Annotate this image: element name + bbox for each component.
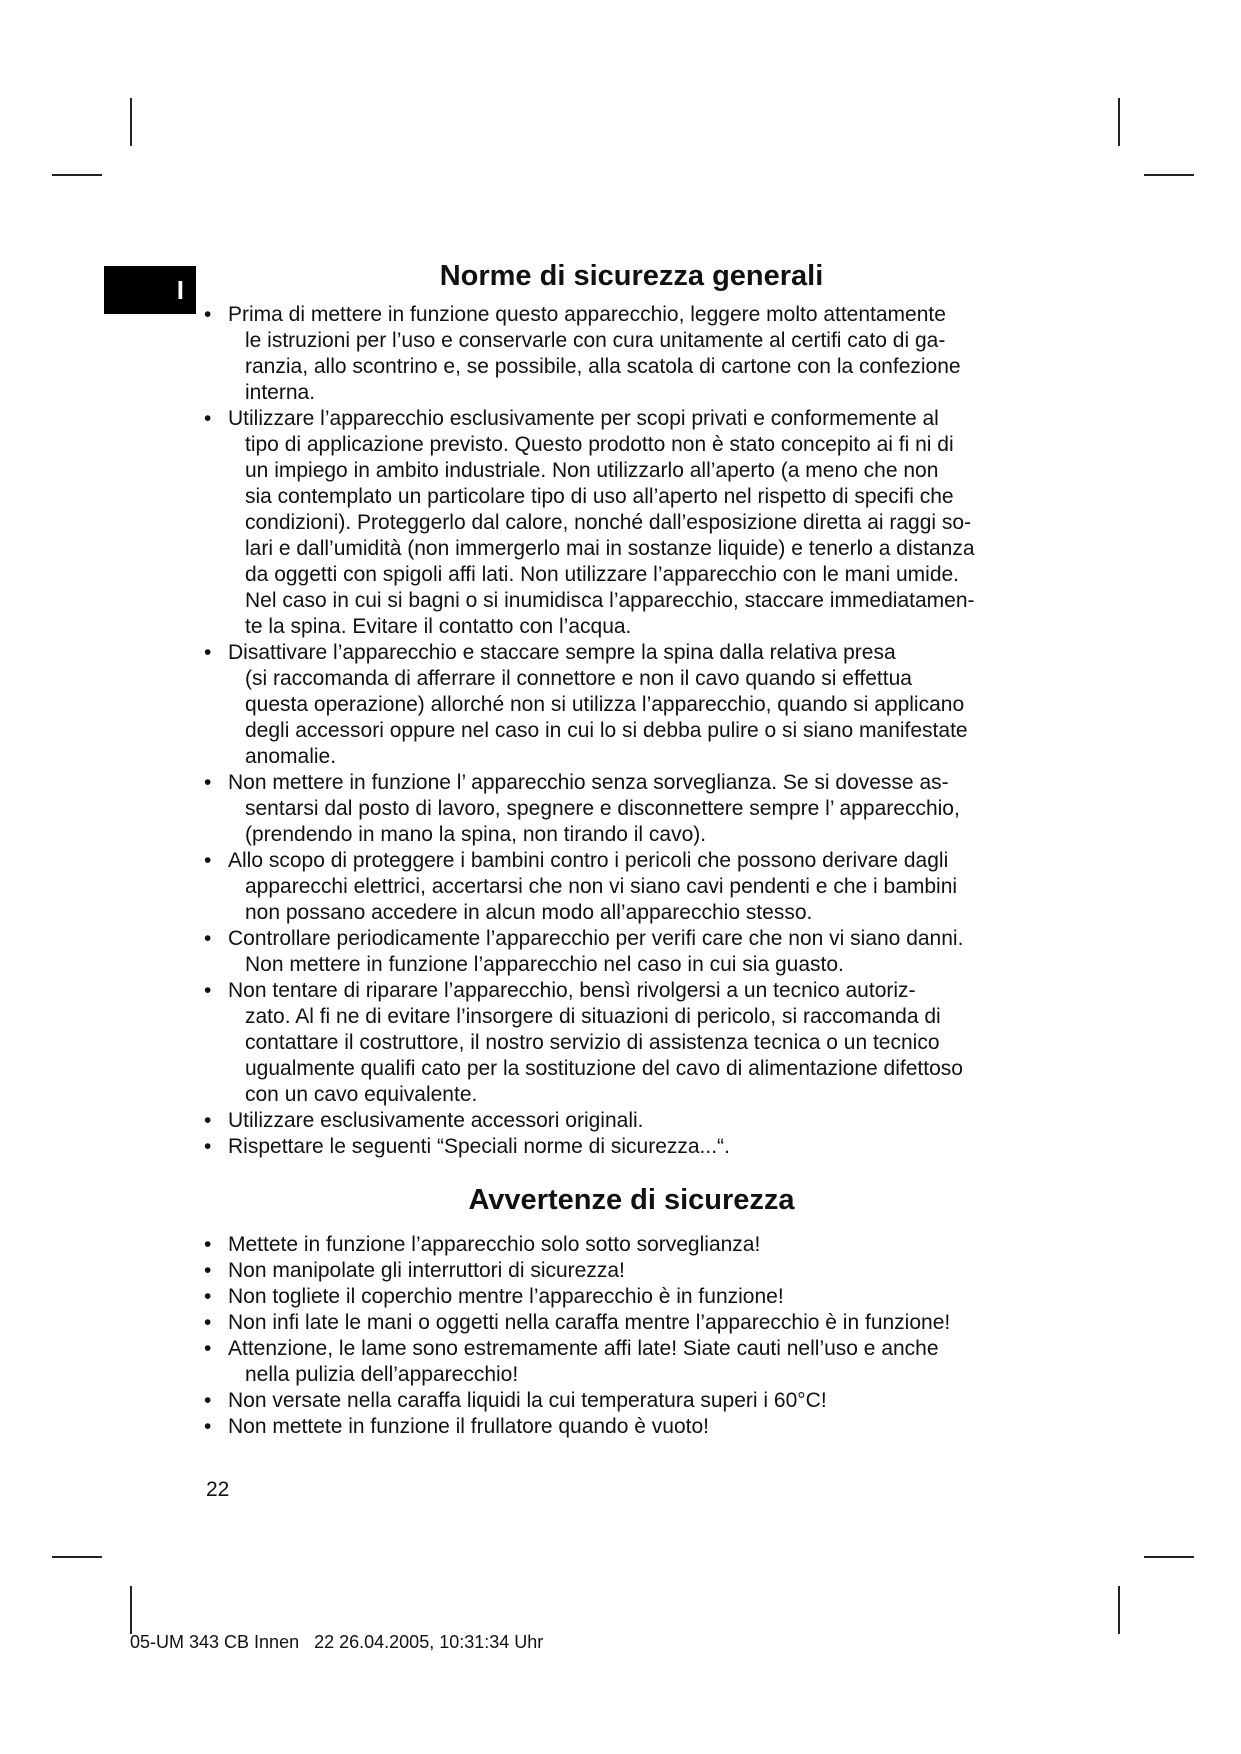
list-item-line: interna. — [245, 381, 316, 404]
list-item-line: Attenzione, le lame sono estremamente affi late! Siate cauti nell’uso e anche — [228, 1337, 939, 1360]
list-item — [204, 1336, 1059, 1388]
list-item-line: questa operazione) allorché non si utilizza l’apparecchio, quando si applicano — [245, 693, 965, 716]
list-item — [204, 1258, 1059, 1284]
list-item-line: Utilizzare l’apparecchio esclusivamente per scopi privati e conformemente al — [228, 407, 939, 430]
bullet-icon: • — [204, 1135, 212, 1158]
general-safety-list — [204, 302, 1059, 1160]
page-content — [204, 258, 1059, 1440]
list-item-line: Non mettete in funzione il frullatore quando è vuoto! — [228, 1415, 709, 1438]
list-item-line: Non manipolate gli interruttori di sicurezza! — [228, 1259, 625, 1282]
list-item-line: zato. Al fi ne di evitare l’insorgere di situazioni di pericolo, si raccomanda di — [245, 1005, 941, 1028]
language-tab: I — [104, 266, 196, 314]
bullet-icon: • — [204, 641, 212, 664]
list-item-line: Allo scopo di proteggere i bambini contro i pericoli che possono derivare dagli — [228, 849, 949, 872]
crop-mark — [52, 174, 102, 176]
list-item-line: Nel caso in cui si bagni o si inumidisca l’apparecchio, staccare immediatamen- — [245, 589, 975, 612]
list-item-line: le istruzioni per l’uso e conservarle con cura unitamente al certifi cato di ga- — [245, 329, 946, 352]
list-item-line: (si raccomanda di afferrare il connettore e non il cavo quando si effettua — [245, 667, 912, 690]
safety-warnings-list — [204, 1232, 1059, 1440]
list-item-line: condizioni). Proteggerlo dal calore, nonché dall’esposizione diretta ai raggi so- — [245, 511, 972, 534]
list-item — [204, 1284, 1059, 1310]
crop-mark — [52, 1556, 102, 1558]
bullet-icon: • — [204, 1415, 212, 1438]
list-item-line: (prendendo in mano la spina, non tirando il cavo). — [245, 823, 707, 846]
list-item-line: da oggetti con spigoli affi lati. Non utilizzare l’apparecchio con le mani umide. — [245, 563, 960, 586]
list-item-line: Non versate nella caraffa liquidi la cui temperatura superi i 60°C! — [228, 1389, 827, 1412]
list-item — [204, 978, 1059, 1108]
bullet-icon: • — [204, 1389, 212, 1412]
list-item-line: degli accessori oppure nel caso in cui lo si debba pulire o si siano manifestate — [245, 719, 968, 742]
list-item-line: ugualmente qualifi cato per la sostituzione del cavo di alimentazione difettoso — [245, 1057, 963, 1080]
list-item — [204, 1134, 1059, 1160]
list-item-line: anomalie. — [245, 745, 337, 768]
list-item-line: Controllare periodicamente l’apparecchio per verifi care che non vi siano danni. — [228, 927, 964, 950]
list-item-line: Mettete in funzione l’apparecchio solo sotto sorveglianza! — [228, 1233, 761, 1256]
crop-mark — [1144, 1556, 1194, 1558]
section-title-safety-warnings: Avvertenze di sicurezza — [468, 1184, 795, 1216]
bullet-icon: • — [204, 1285, 212, 1308]
crop-mark — [1118, 1586, 1120, 1634]
list-item-line: non possano accedere in alcun modo all’apparecchio stesso. — [245, 901, 813, 924]
list-item — [204, 1414, 1059, 1440]
page-number: 22 — [206, 1478, 230, 1501]
list-item — [204, 302, 1059, 406]
list-item — [204, 1310, 1059, 1336]
crop-mark — [1144, 174, 1194, 176]
list-item — [204, 640, 1059, 770]
list-item — [204, 1108, 1059, 1134]
crop-mark — [130, 98, 132, 146]
list-item-line: Utilizzare esclusivamente accessori originali. — [228, 1109, 644, 1132]
bullet-icon: • — [204, 849, 212, 872]
crop-mark — [1118, 98, 1120, 146]
section-title-general-safety: Norme di sicurezza generali — [439, 260, 824, 292]
list-item-line: contattare il costruttore, il nostro servizio di assistenza tecnica o un tecnico — [245, 1031, 940, 1054]
bullet-icon: • — [204, 1337, 212, 1360]
list-item — [204, 926, 1059, 978]
list-item-line: ranzia, allo scontrino e, se possibile, alla scatola di cartone con la confezione — [245, 355, 961, 378]
list-item — [204, 1388, 1059, 1414]
list-item — [204, 848, 1059, 926]
list-item-line: Prima di mettere in funzione questo apparecchio, leggere molto attentamente — [228, 303, 946, 326]
list-item — [204, 1232, 1059, 1258]
list-item-line: Non tentare di riparare l’apparecchio, bensì rivolgersi a un tecnico autoriz- — [228, 979, 916, 1002]
bullet-icon: • — [204, 771, 212, 794]
bullet-icon: • — [204, 1259, 212, 1282]
list-item-line: un impiego in ambito industriale. Non utilizzarlo all’aperto (a meno che non — [245, 459, 939, 482]
list-item-line: Rispettare le seguenti “Speciali norme di sicurezza...“. — [228, 1135, 730, 1158]
list-item-line: Non togliete il coperchio mentre l’apparecchio è in funzione! — [228, 1285, 784, 1308]
list-item-line: Non mettere in funzione l’ apparecchio senza sorveglianza. Se si dovesse as- — [228, 771, 949, 794]
bullet-icon: • — [204, 979, 212, 1002]
list-item-line: te la spina. Evitare il contatto con l’acqua. — [245, 615, 632, 638]
bullet-icon: • — [204, 407, 212, 430]
list-item-line: apparecchi elettrici, accertarsi che non vi siano cavi pendenti e che i bambini — [245, 875, 958, 898]
list-item — [204, 406, 1059, 640]
list-item-line: lari e dall’umidità (non immergerlo mai in sostanze liquide) e tenerlo a distanza — [245, 537, 975, 560]
list-item-line: sia contemplato un particolare tipo di uso all’aperto nel rispetto di specifi che — [245, 485, 954, 508]
print-footer: 05-UM 343 CB Innen 22 26.04.2005, 10:31:34 Uhr — [130, 1632, 544, 1652]
crop-mark — [130, 1586, 132, 1634]
list-item-line: sentarsi dal posto di lavoro, spegnere e disconnettere sempre l’ apparecchio, — [245, 797, 960, 820]
list-item — [204, 770, 1059, 848]
list-item-line: nella pulizia dell’apparecchio! — [245, 1363, 519, 1386]
list-item-line: Non mettere in funzione l’apparecchio nel caso in cui sia guasto. — [245, 953, 844, 976]
list-item-line: Non infi late le mani o oggetti nella caraffa mentre l’apparecchio è in funzione! — [228, 1311, 951, 1334]
list-item-line: con un cavo equivalente. — [245, 1083, 478, 1106]
bullet-icon: • — [204, 927, 212, 950]
bullet-icon: • — [204, 303, 212, 326]
list-item-line: Disattivare l’apparecchio e staccare sempre la spina dalla relativa presa — [228, 641, 896, 664]
bullet-icon: • — [204, 1109, 212, 1132]
bullet-icon: • — [204, 1311, 212, 1334]
list-item-line: tipo di applicazione previsto. Questo prodotto non è stato concepito ai fi ni di — [245, 433, 954, 456]
bullet-icon: • — [204, 1233, 212, 1256]
